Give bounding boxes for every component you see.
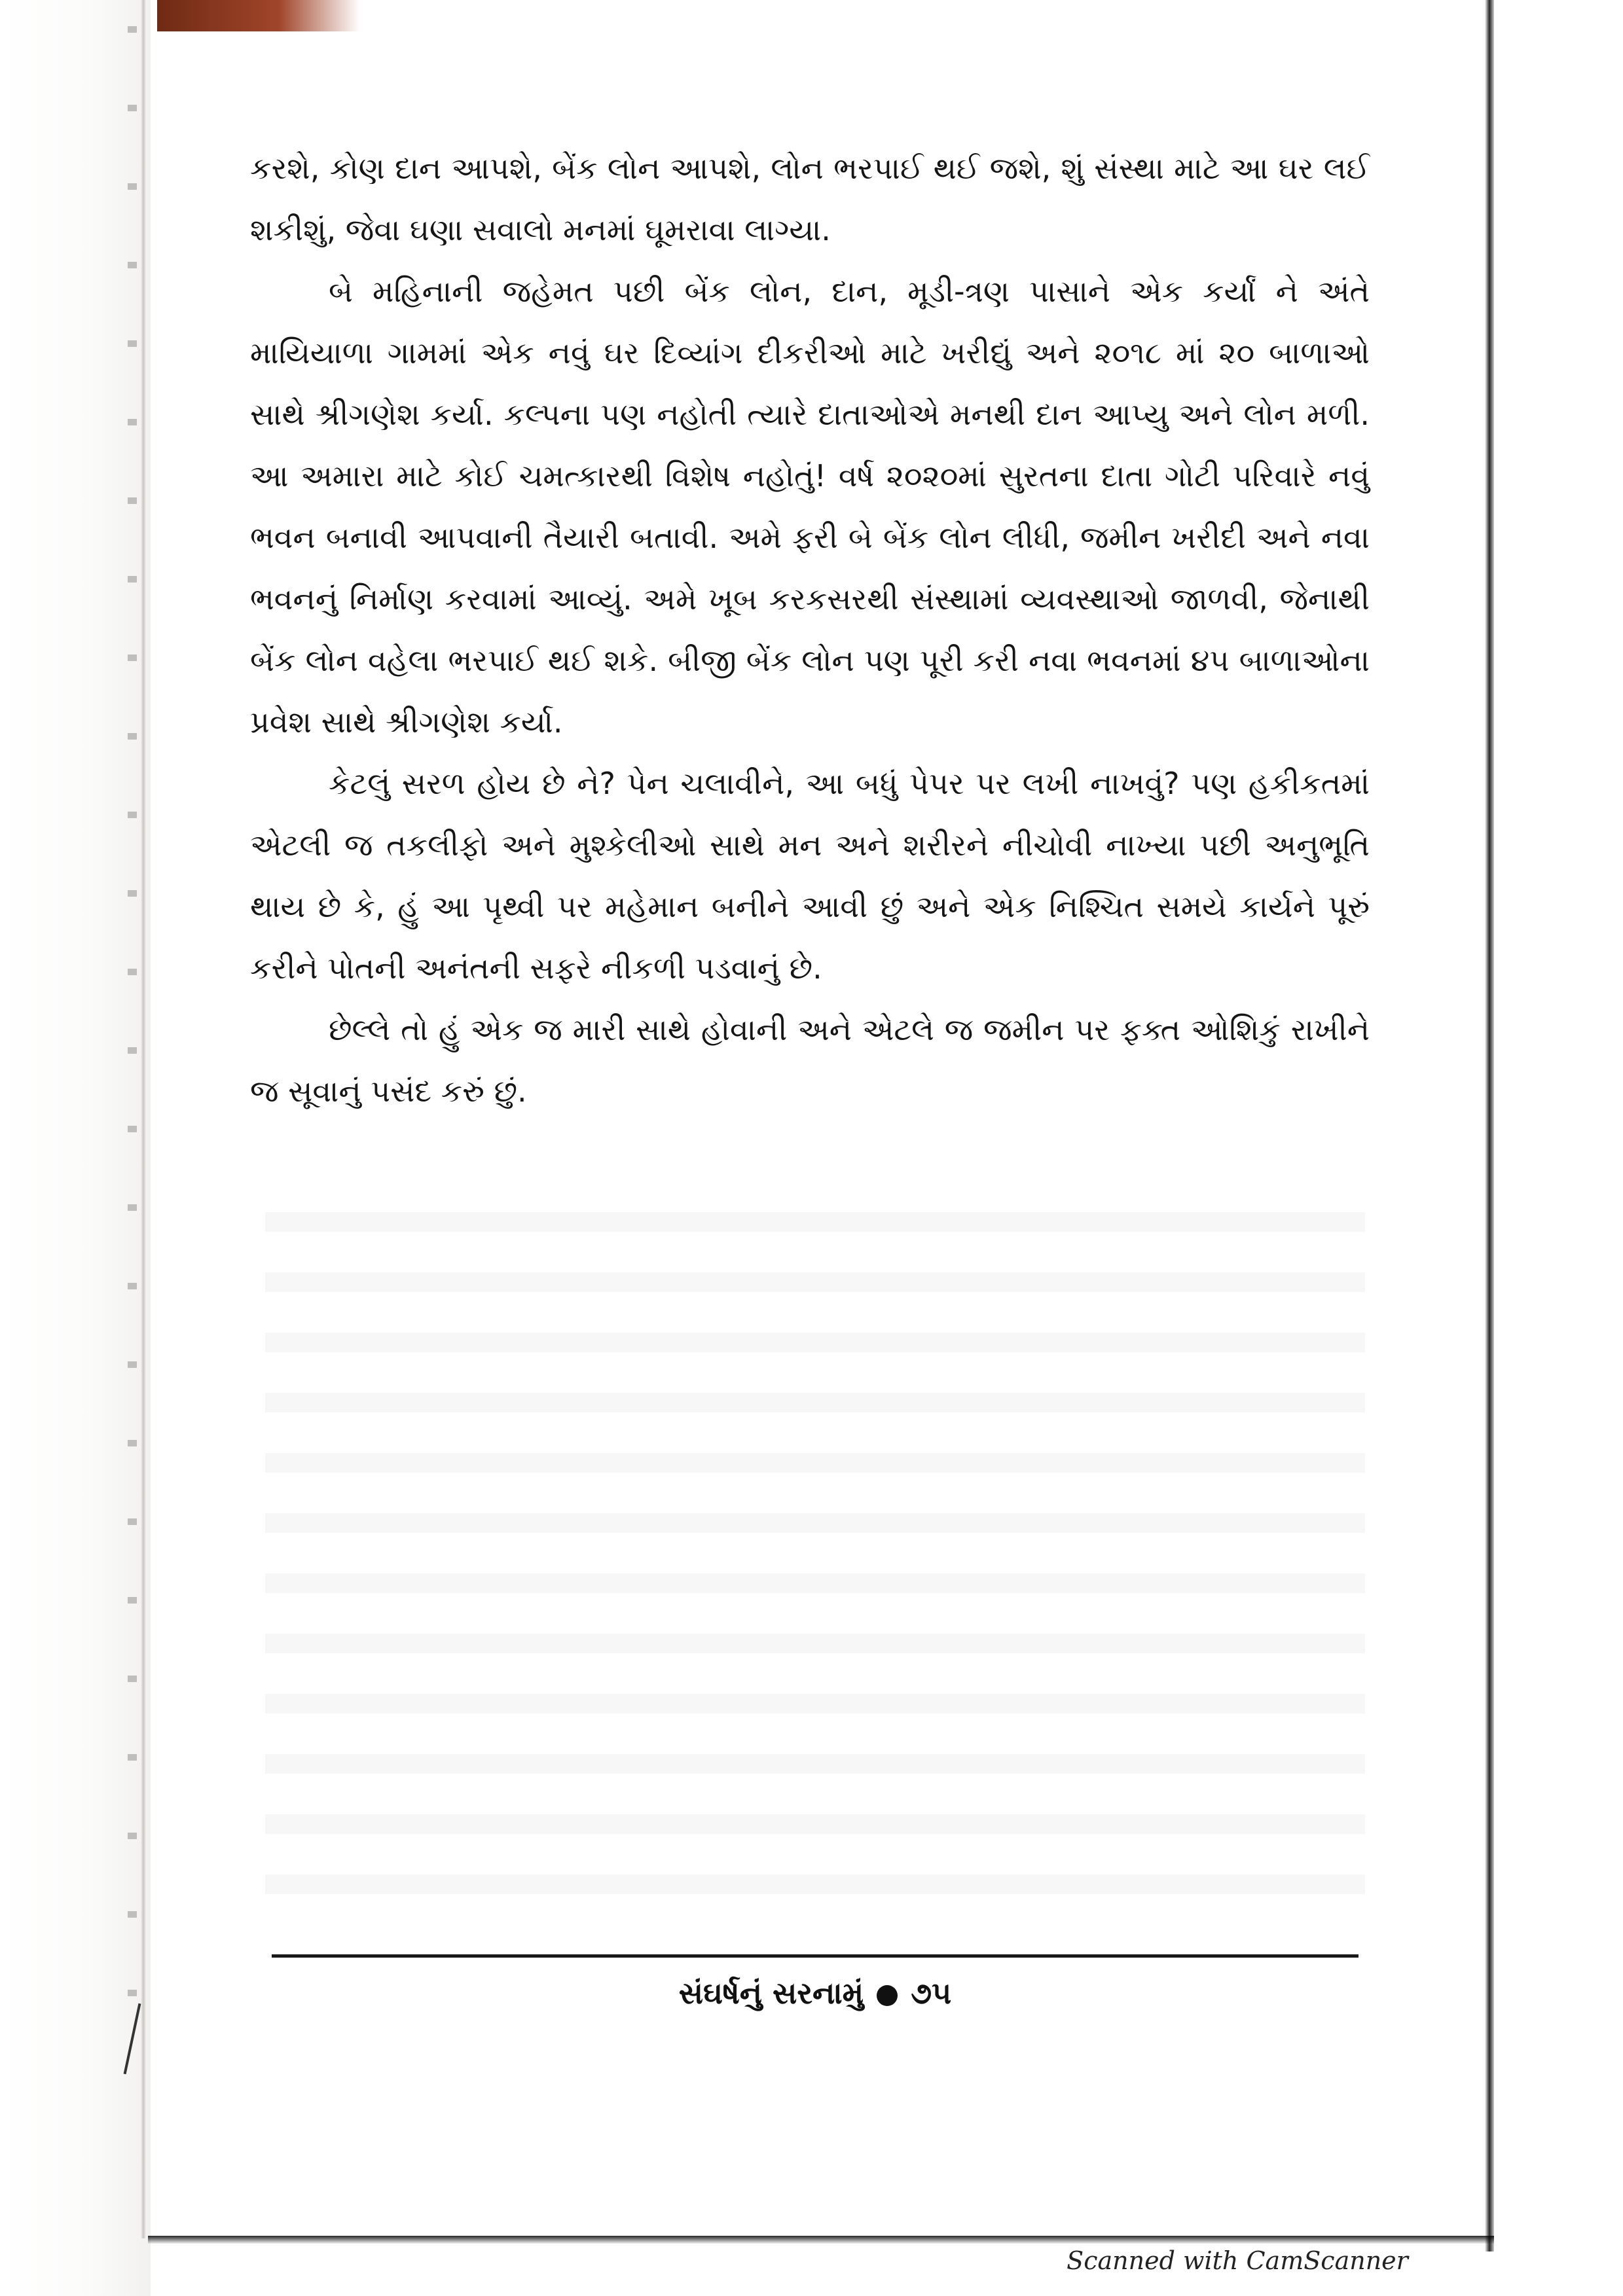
scanner-watermark: Scanned with CamScanner — [1067, 2246, 1408, 2275]
book-cover-strip — [157, 0, 360, 31]
footer-rule — [272, 1954, 1359, 1958]
binding-marks — [128, 26, 137, 2055]
paragraph-2: બે મહિનાની જહેમત પછી બેંક લોન, દાન, મૂડી-ત્રણ પાસાને એક કર્યાં ને અંતે માયિયાળા ગામમાં એક નવું ઘર દિવ્યાંગ દીકરીઓ માટે ખરીદ્યું અને ૨૦૧૮ માં ૨૦ બાળાઓ સાથે શ્રીગણેશ કર્યા. કલ્પના પણ નહોતી ત્યારે દાતાઓએ મનથી દાન આપ્યુ અને લોન મળી. આ અમારા માટે કોઈ ચમત્કારથી વિશેષ નહોતું! વર્ષ ૨૦૨૦માં સુરતના દાતા ગોટી પરિવારે નવું ભવન બનાવી આપવાની તૈયારી બતાવી. અમે ફરી બે બેંક લોન લીધી, જમીન ખરીદી અને નવા ભવનનું નિર્માણ કરવામાં આવ્યું. અમે ખૂબ કરકસરથી સંસ્થામાં વ્યવસ્થાઓ જાળવી, જેનાથી બેંક લોન વહેલા ભરપાઈ થઈ શકે. બીજી બેંક લોન પણ પૂરી કરી નવા ભવનમાં ૪૫ બાળાઓના પ્રવેશ સાથે શ્રીગણેશ કર્યા. — [250, 274, 1370, 740]
page-footer — [272, 1975, 1359, 2012]
paragraph-4: છેલ્લે તો હું એક જ મારી સાથે હોવાની અને એટલે જ જમીન પર ફક્ત ઓશિકું રાખીને જ સૂવાનું પસંદ કરું છું. — [250, 1012, 1370, 1109]
page-bottom-shadow — [148, 2236, 1494, 2244]
paragraph-3: કેટલું સરળ હોય છે ને? પેન ચલાવીને, આ બધું પેપર પર લખી નાખવું? પણ હકીકતમાં એટલી જ તકલીફો અને મુશ્કેલીઓ સાથે મન અને શરીરને નીચોવી નાખ્યા પછી અનુભૂતિ થાય છે કે, હું આ પૃથ્વી પર મહેમાન બનીને આવી છું અને એક નિશ્ચિત સમયે કાર્યને પૂરું કરીને પોતની અનંતની સફરે નીકળી પડવાનું છે. — [250, 766, 1370, 986]
bullet-dot-icon — [877, 1985, 898, 2006]
page-right-shadow — [1485, 0, 1494, 2251]
page-left-edge — [141, 0, 146, 2238]
body-text — [250, 137, 1370, 1122]
paragraph-1: કરશે, કોણ દાન આપશે, બેંક લોન આપશે, લોન ભરપાઈ થઈ જશે, શું સંસ્થા માટે આ ઘર લઈ શકીશું, જેવા ઘણા સવાલો મનમાં ઘૂમરાવા લાગ્યા. — [250, 151, 1370, 247]
book-title: સંઘર્ષનું સરનામું — [678, 1975, 864, 2011]
page-number: ૭૫ — [911, 1975, 952, 2011]
bleed-through-text — [265, 1172, 1365, 1918]
